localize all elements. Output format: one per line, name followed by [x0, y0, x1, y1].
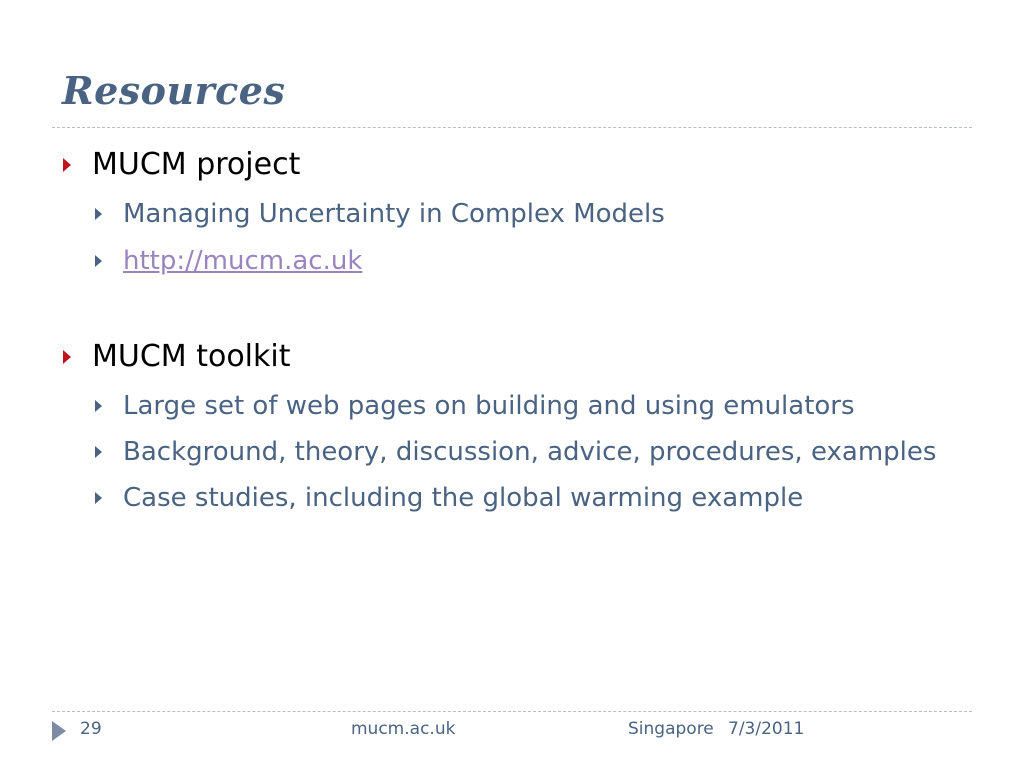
triangle-bullet-icon — [95, 400, 102, 412]
triangle-bullet-icon — [95, 492, 102, 504]
footer-date: 7/3/2011 — [728, 719, 805, 739]
list-item-text: Managing Uncertainty in Complex Models — [123, 199, 665, 229]
list-item-text: Background, theory, discussion, advice, procedures, examples — [123, 437, 937, 467]
page-number: 29 — [80, 719, 102, 739]
section-heading-text: MUCM toolkit — [92, 339, 291, 374]
list-item — [123, 393, 855, 419]
list-item-text: Large set of web pages on building and using emulators — [123, 391, 855, 421]
list-item — [123, 439, 936, 465]
list-item — [123, 485, 803, 511]
red-triangle-bullet-icon — [63, 350, 71, 364]
red-triangle-bullet-icon — [63, 158, 71, 172]
section-heading — [92, 339, 291, 374]
list-item — [123, 201, 665, 227]
list-item — [123, 248, 362, 274]
footer-location: Singapore — [628, 719, 714, 739]
triangle-bullet-icon — [95, 208, 102, 220]
mucm-website-link[interactable]: http://mucm.ac.uk — [123, 246, 363, 276]
slide-title: Resources — [62, 68, 286, 113]
footer-divider — [52, 711, 972, 712]
footer-url: mucm.ac.uk — [351, 719, 456, 739]
title-divider — [52, 127, 972, 128]
footer-triangle-icon — [52, 721, 66, 741]
section-heading-text: MUCM project — [92, 147, 301, 182]
section-heading — [92, 147, 301, 182]
list-item-text: Case studies, including the global warming example — [123, 483, 804, 513]
triangle-bullet-icon — [95, 255, 102, 267]
triangle-bullet-icon — [95, 446, 102, 458]
